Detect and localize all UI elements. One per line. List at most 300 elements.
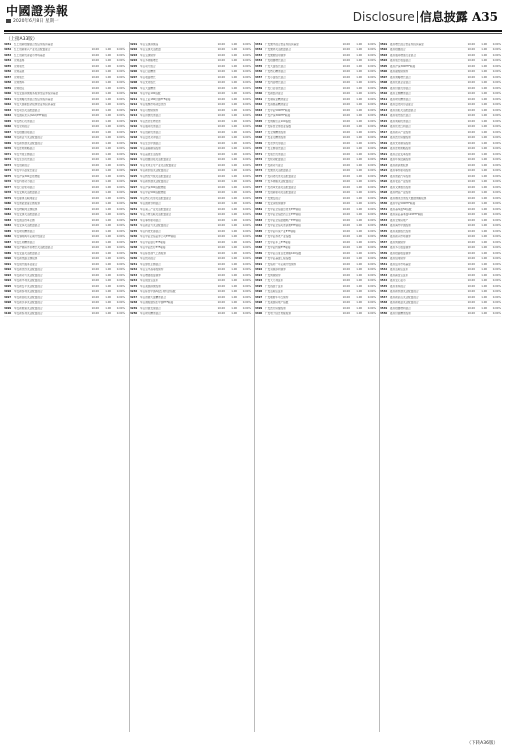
- fee-rate: 0.04%: [116, 213, 125, 217]
- ratio: 1.00: [231, 136, 237, 140]
- fund-name: 华安策略优选混合型证券投资基金: [14, 97, 53, 101]
- ratio: 1.00: [356, 108, 362, 112]
- ratio: 1.00: [231, 185, 237, 189]
- amount: 10.00: [217, 158, 225, 162]
- amount: 10.00: [91, 202, 99, 206]
- fund-name: 嘉实稳健增利混合: [390, 306, 411, 310]
- fund-index: 3538: [380, 246, 388, 250]
- fee-rate: 0.04%: [367, 284, 376, 288]
- fund-name: 嘉实新兴市场债券: [390, 235, 411, 239]
- fee-rate: 0.04%: [242, 86, 251, 90]
- fee-rate: 0.04%: [242, 119, 251, 123]
- fund-name: 华安媒体互联网混合: [14, 196, 38, 200]
- fee-rate: 0.04%: [116, 64, 125, 68]
- ratio: 1.00: [105, 136, 111, 140]
- fund-index: 3380: [255, 202, 263, 206]
- fund-index: 3089: [4, 251, 12, 255]
- fund-index: 3549: [380, 306, 388, 310]
- fund-name: 华安科技动力混合: [14, 180, 35, 184]
- ratio: 1.00: [481, 240, 487, 244]
- ratio: 1.00: [231, 202, 237, 206]
- fund-index: 3531: [380, 207, 388, 211]
- fund-index: 3063: [4, 108, 12, 112]
- amount: 10.00: [217, 185, 225, 189]
- amount: 10.00: [467, 64, 475, 68]
- amount: 10.00: [217, 70, 225, 74]
- amount: 10.00: [217, 97, 225, 101]
- fund-name: 华安睿明两年定期开放混合: [14, 235, 46, 239]
- amount: 10.00: [342, 306, 350, 310]
- ratio: 1.00: [481, 70, 487, 74]
- fund-index: 3073: [4, 163, 12, 167]
- amount: 10.00: [467, 53, 475, 57]
- fund-index: 3511: [380, 97, 388, 101]
- fund-name: 广发竞争优势混合: [265, 141, 286, 145]
- amount: 10.00: [467, 70, 475, 74]
- fund-name: 广发稳健增长混合: [265, 59, 286, 63]
- fund-index: 3383: [255, 218, 263, 222]
- fee-rate: 0.04%: [492, 284, 501, 288]
- ratio: 1.00: [231, 152, 237, 156]
- amount: 10.00: [217, 224, 225, 228]
- fund-name: 嘉实成长收益混合: [390, 59, 411, 63]
- fund-name: 华安新乐享灵活配置混合: [14, 301, 43, 305]
- fund-index: 3524: [380, 169, 388, 173]
- amount: 10.00: [467, 75, 475, 79]
- fund-name: 嘉实腾讯自选股大数据策略股票: [390, 196, 427, 200]
- fund-name: 嘉实服务增值行业混合: [390, 53, 416, 57]
- ratio: 1.00: [481, 312, 487, 316]
- fee-rate: 0.04%: [242, 147, 251, 151]
- ratio: 1.00: [481, 284, 487, 288]
- fee-rate: 0.04%: [116, 224, 125, 228]
- fund-index: 3084: [4, 224, 12, 228]
- ratio: 1.00: [231, 290, 237, 294]
- amount: 10.00: [217, 229, 225, 233]
- ratio: 1.00: [481, 251, 487, 255]
- fee-rate: 0.04%: [116, 136, 125, 140]
- ratio: 1.00: [105, 251, 111, 255]
- amount: 10.00: [217, 262, 225, 266]
- fee-rate: 0.04%: [116, 108, 125, 112]
- amount: 10.00: [217, 235, 225, 239]
- ratio: 1.00: [231, 119, 237, 123]
- fund-index: 3386: [255, 235, 263, 239]
- amount: 10.00: [217, 196, 225, 200]
- ratio: 1.00: [105, 119, 111, 123]
- fund-name: 华宝先进成长: [140, 81, 156, 85]
- amount: 10.00: [91, 235, 99, 239]
- fund-name: 华宝中证500指数增强: [140, 191, 166, 195]
- fund-name: 宏利成长: [14, 75, 25, 79]
- ratio: 1.00: [231, 207, 237, 211]
- fee-rate: 0.04%: [492, 59, 501, 63]
- fund-index: 3099: [4, 306, 12, 310]
- fund-name: 广发成长优选混合: [265, 152, 286, 156]
- fee-rate: 0.04%: [492, 180, 501, 184]
- ratio: 1.00: [231, 213, 237, 217]
- fund-index: 3088: [4, 246, 12, 250]
- fund-index: 3514: [380, 114, 388, 118]
- fund-index: 3536: [380, 235, 388, 239]
- ratio: 1.00: [105, 108, 111, 112]
- fund-name: 嘉实农业产业股票: [390, 180, 411, 184]
- fee-rate: 0.04%: [242, 295, 251, 299]
- ratio: 1.00: [231, 196, 237, 200]
- fund-index: 3397: [255, 295, 263, 299]
- ratio: 1.00: [356, 64, 362, 68]
- amount: 10.00: [467, 92, 475, 96]
- ratio: 1.00: [481, 279, 487, 283]
- fund-name: 华宝沪深300指数增强: [140, 185, 166, 189]
- fund-index: 3068: [4, 136, 12, 140]
- ratio: 1.00: [356, 295, 362, 299]
- fund-index: 3238: [130, 246, 138, 250]
- fee-rate: 0.04%: [116, 279, 125, 283]
- fee-rate: 0.04%: [492, 268, 501, 272]
- fee-rate: 0.04%: [492, 295, 501, 299]
- fund-index: 3065: [4, 119, 12, 123]
- ratio: 1.00: [481, 246, 487, 250]
- fund-index: 3371: [255, 152, 263, 156]
- fee-rate: 0.04%: [242, 312, 251, 316]
- fee-rate: 0.04%: [367, 163, 376, 167]
- ratio: 1.00: [356, 246, 362, 250]
- amount: 10.00: [91, 114, 99, 118]
- fee-rate: 0.04%: [492, 312, 501, 316]
- fund-name: 嘉实事件驱动股票: [390, 169, 411, 173]
- fee-rate: 0.04%: [116, 262, 125, 266]
- fee-rate: 0.04%: [367, 235, 376, 239]
- amount: 10.00: [91, 224, 99, 228]
- fund-name: 广发聚优灵活配置混合: [265, 169, 291, 173]
- amount: 10.00: [467, 224, 475, 228]
- amount: 10.00: [217, 86, 225, 90]
- fee-rate: 0.04%: [367, 207, 376, 211]
- ratio: 1.00: [356, 163, 362, 167]
- fee-rate: 0.04%: [116, 235, 125, 239]
- fund-name: 华宝港股通恒生中国ETF联接: [140, 301, 174, 305]
- fund-name: 华安国企改革主题: [14, 218, 35, 222]
- fee-rate: 0.04%: [242, 279, 251, 283]
- fee-rate: 0.04%: [492, 97, 501, 101]
- fund-name: 嘉实环保低碳股票: [390, 158, 411, 162]
- ratio: 1.00: [105, 229, 111, 233]
- fund-name: 华安行业轮动混合: [14, 185, 35, 189]
- fund-name: 华宝收益增长: [140, 75, 156, 79]
- fund-name: 广发制造业精选混合: [265, 97, 289, 101]
- fee-rate: 0.04%: [242, 207, 251, 211]
- fund-index: 3525: [380, 174, 388, 178]
- fund-name: 广发改革先锋灵活配置混合: [265, 185, 297, 189]
- fee-rate: 0.04%: [242, 284, 251, 288]
- fee-rate: 0.04%: [367, 125, 376, 129]
- fund-name: 广发中证养老产业指数: [265, 235, 291, 239]
- ratio: 1.00: [105, 75, 111, 79]
- fee-rate: 0.04%: [116, 290, 125, 294]
- ratio: 1.00: [481, 48, 487, 52]
- fund-name: 广发趋势优选灵活配置混合: [265, 174, 297, 178]
- amount: 10.00: [91, 251, 99, 255]
- amount: 10.00: [91, 196, 99, 200]
- amount: 10.00: [91, 257, 99, 261]
- fund-name: 广发聚安混合: [265, 196, 281, 200]
- fund-name: 华宝宝康债券: [140, 53, 156, 57]
- fee-rate: 0.04%: [242, 130, 251, 134]
- fund-index: 3546: [380, 290, 388, 294]
- fund-index: 3351: [255, 42, 263, 46]
- amount: 10.00: [342, 75, 350, 79]
- amount: 10.00: [91, 207, 99, 211]
- ratio: 1.00: [356, 185, 362, 189]
- amount: 10.00: [91, 185, 99, 189]
- amount: 10.00: [91, 295, 99, 299]
- fee-rate: 0.04%: [367, 64, 376, 68]
- fee-rate: 0.04%: [116, 92, 125, 96]
- fund-name: 嘉实美国成长股票: [390, 229, 411, 233]
- fee-rate: 0.04%: [367, 141, 376, 145]
- ratio: 1.00: [105, 92, 111, 96]
- column-2: [129, 42, 251, 732]
- ratio: 1.00: [356, 169, 362, 173]
- ratio: 1.00: [231, 180, 237, 184]
- amount: 10.00: [342, 301, 350, 305]
- amount: 10.00: [342, 152, 350, 156]
- fee-rate: 0.04%: [242, 174, 251, 178]
- fund-name: 广发电子信息传媒股票: [265, 312, 291, 316]
- fund-name: 华宝动力组合: [140, 64, 156, 68]
- fund-name: 嘉实活期宝货币: [390, 268, 409, 272]
- fee-rate: 0.04%: [242, 163, 251, 167]
- ratio: 1.00: [231, 163, 237, 167]
- amount: 10.00: [91, 306, 99, 310]
- fund-name: 华安新财富灵活配置混合: [14, 306, 43, 310]
- fund-index: 3226: [130, 180, 138, 184]
- ratio: 1.00: [356, 75, 362, 79]
- fund-name: 华安智能装备主题股票: [14, 202, 40, 206]
- fund-name: 广发核心精选混合: [265, 70, 286, 74]
- fund-index: 3082: [4, 213, 12, 217]
- fee-rate: 0.04%: [367, 136, 376, 140]
- fee-rate: 0.04%: [367, 312, 376, 316]
- fee-rate: 0.04%: [492, 86, 501, 90]
- fund-index: 3241: [130, 262, 138, 266]
- ratio: 1.00: [356, 130, 362, 134]
- fund-name: 华宝新价值灵活配置混合: [140, 169, 169, 173]
- amount: 10.00: [217, 169, 225, 173]
- fund-index: 3534: [380, 224, 388, 228]
- fund-index: 3058: [4, 81, 12, 85]
- ratio: 1.00: [105, 268, 111, 272]
- fund-name: 华宝稳健回报灵活配置混合: [140, 158, 172, 162]
- ratio: 1.00: [481, 114, 487, 118]
- fee-rate: 0.04%: [367, 86, 376, 90]
- ratio: 1.00: [481, 163, 487, 167]
- fund-index: 3066: [4, 125, 12, 129]
- fee-rate: 0.04%: [367, 251, 376, 255]
- fund-name: 华安核心优选混合: [14, 119, 35, 123]
- ratio: 1.00: [356, 158, 362, 162]
- ratio: 1.00: [481, 75, 487, 79]
- fund-index: 3209: [130, 86, 138, 90]
- fund-name: 华宝高端制造股票: [140, 147, 161, 151]
- continued-from-note: （上接A33版）: [6, 37, 38, 42]
- amount: 10.00: [217, 273, 225, 277]
- fund-name: 嘉实主题精选混合: [390, 92, 411, 96]
- ratio: 1.00: [105, 163, 111, 167]
- fund-name: 广发纳斯达克100指数: [265, 119, 291, 123]
- fee-rate: 0.04%: [116, 207, 125, 211]
- ratio: 1.00: [481, 257, 487, 261]
- fund-index: 3247: [130, 295, 138, 299]
- fund-index: 3071: [4, 152, 12, 156]
- amount: 10.00: [217, 191, 225, 195]
- amount: 10.00: [467, 158, 475, 162]
- fund-index: 3389: [255, 251, 263, 255]
- section-title-en: Disclosure: [352, 10, 415, 24]
- amount: 10.00: [91, 53, 99, 57]
- fund-index: 3388: [255, 246, 263, 250]
- fund-index: 3206: [130, 70, 138, 74]
- fee-rate: 0.04%: [367, 53, 376, 57]
- fund-index: 3374: [255, 169, 263, 173]
- amount: 10.00: [342, 81, 350, 85]
- fund-name: 广发中证全指金融地产ETF联接: [265, 218, 301, 222]
- ratio: 1.00: [481, 64, 487, 68]
- fund-name: 宏利领先: [14, 64, 25, 68]
- fund-name: 广发沪深300ETF联接: [265, 114, 291, 118]
- ratio: 1.00: [105, 284, 111, 288]
- ratio: 1.00: [481, 147, 487, 151]
- fund-name: 广发创新驱动灵活配置混合: [265, 191, 297, 195]
- ratio: 1.00: [481, 125, 487, 129]
- fund-name: 华安新丝路主题股票: [14, 257, 38, 261]
- fee-rate: 0.04%: [492, 290, 501, 294]
- fund-name: 广发活期宝货币: [265, 290, 284, 294]
- amount: 10.00: [342, 229, 350, 233]
- fund-index: 3072: [4, 158, 12, 162]
- fee-rate: 0.04%: [492, 207, 501, 211]
- fee-rate: 0.04%: [492, 169, 501, 173]
- fee-rate: 0.04%: [367, 257, 376, 261]
- fund-index: 3064: [4, 114, 12, 118]
- fund-name: 嘉实周期优选混合: [390, 119, 411, 123]
- fund-name: 华宝标普中国A股红利机会指数: [140, 290, 176, 294]
- fund-index: 3526: [380, 180, 388, 184]
- fund-index: 3529: [380, 196, 388, 200]
- fund-index: 3059: [4, 86, 12, 90]
- fee-rate: 0.04%: [492, 119, 501, 123]
- ratio: 1.00: [231, 246, 237, 250]
- header-rule-thin: [4, 33, 502, 34]
- ratio: 1.00: [481, 229, 487, 233]
- fund-index: 3079: [4, 196, 12, 200]
- fee-rate: 0.04%: [116, 163, 125, 167]
- ratio: 1.00: [231, 251, 237, 255]
- ratio: 1.00: [105, 279, 111, 283]
- amount: 10.00: [91, 284, 99, 288]
- fund-name: 华安生态优先混合: [14, 158, 35, 162]
- ratio: 1.00: [105, 174, 111, 178]
- fund-name: 嘉实价值精选股票: [390, 312, 411, 316]
- amount: 10.00: [217, 257, 225, 261]
- fee-rate: 0.04%: [242, 136, 251, 140]
- ratio: 1.00: [105, 196, 111, 200]
- fund-index: 3212: [130, 103, 138, 107]
- ratio: 1.00: [481, 97, 487, 101]
- ratio: 1.00: [481, 42, 487, 46]
- fund-index: 3537: [380, 240, 388, 244]
- fund-name: 嘉实新兴产业股票: [390, 130, 411, 134]
- fund-index: 3230: [130, 202, 138, 206]
- fee-rate: 0.04%: [116, 48, 125, 52]
- fund-name: 华宝增强收益债券: [140, 273, 161, 277]
- fee-rate: 0.04%: [492, 42, 501, 46]
- ratio: 1.00: [481, 218, 487, 222]
- fund-name: 广发中证环保产业ETF联接: [265, 229, 296, 233]
- fee-rate: 0.04%: [116, 306, 125, 310]
- fee-rate: 0.04%: [242, 48, 251, 52]
- fund-name: 广发大盘成长混合: [265, 64, 286, 68]
- fund-index: 3398: [255, 301, 263, 305]
- fee-rate: 0.04%: [116, 81, 125, 85]
- fund-name: 华安新丰利灵活配置混合: [14, 279, 43, 283]
- fund-name: 广发中证全指信息技术ETF联接: [265, 207, 301, 211]
- fund-name: 华宝新机遇灵活配置混合: [140, 180, 169, 184]
- section-header: [353, 8, 498, 25]
- fund-index: 3355: [255, 64, 263, 68]
- fund-name: 华宝量化对冲混合: [140, 136, 161, 140]
- ratio: 1.00: [481, 295, 487, 299]
- ratio: 1.00: [231, 268, 237, 272]
- fund-index: 3361: [255, 97, 263, 101]
- ratio: 1.00: [481, 235, 487, 239]
- ratio: 1.00: [481, 306, 487, 310]
- fund-index: 3091: [4, 262, 12, 266]
- fee-rate: 0.04%: [116, 240, 125, 244]
- ratio: 1.00: [481, 119, 487, 123]
- fund-name: 广发双债添利债券: [265, 268, 286, 272]
- fee-rate: 0.04%: [116, 301, 125, 305]
- ratio: 1.00: [356, 257, 362, 261]
- ratio: 1.00: [356, 59, 362, 63]
- fee-rate: 0.04%: [116, 251, 125, 255]
- fund-name: 华宝科技先锋混合: [140, 229, 161, 233]
- ratio: 1.00: [481, 136, 487, 140]
- fund-index: 3087: [4, 240, 12, 244]
- fund-name: 华宝中证100指数: [140, 92, 161, 96]
- amount: 10.00: [217, 130, 225, 134]
- fee-rate: 0.04%: [116, 273, 125, 277]
- fund-index: 3519: [380, 141, 388, 145]
- fund-index: 3236: [130, 235, 138, 239]
- ratio: 1.00: [356, 86, 362, 90]
- amount: 10.00: [91, 119, 99, 123]
- fund-name: 嘉实中证500ETF联接: [390, 202, 416, 206]
- fund-name: 华宝中证医疗ETF联接: [140, 246, 166, 250]
- amount: 10.00: [217, 42, 225, 46]
- fund-name: 嘉实文体娱乐股票: [390, 185, 411, 189]
- ratio: 1.00: [481, 53, 487, 57]
- fund-name: 广发理财年年红债券: [265, 295, 289, 299]
- fee-rate: 0.04%: [116, 191, 125, 195]
- fee-rate: 0.04%: [492, 273, 501, 277]
- fund-index: 3211: [130, 97, 138, 101]
- fund-index: 3250: [130, 312, 138, 316]
- fee-rate: 0.04%: [242, 125, 251, 129]
- fee-rate: 0.04%: [367, 130, 376, 134]
- fund-index: 3502: [380, 48, 388, 52]
